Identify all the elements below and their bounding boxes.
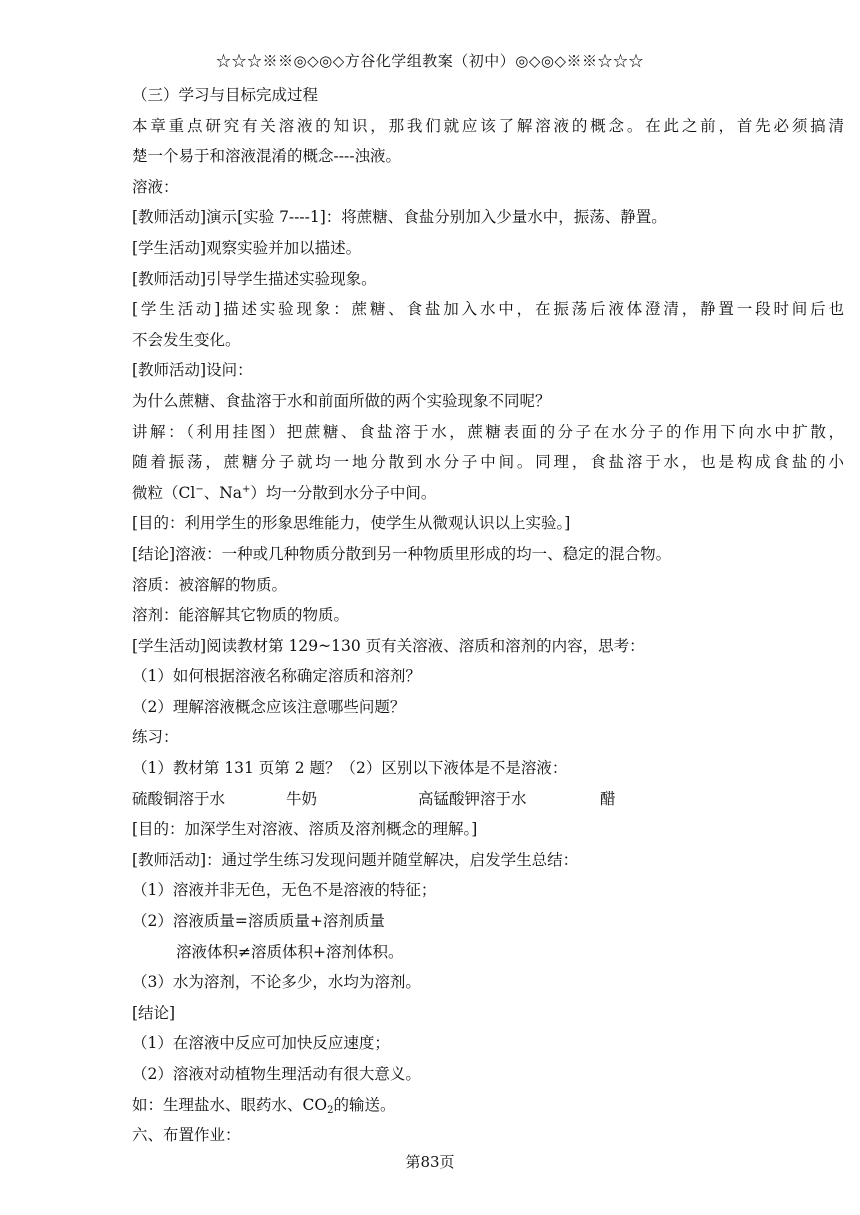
paragraph-line: [目的：加深学生对溶液、溶质及溶剂概念的理解。] — [132, 820, 478, 839]
liquid-item: 醋 — [600, 789, 616, 808]
paragraph-line: [学生活动]描述实验现象：蔗糖、食盐加入水中，在振荡后液体澄清，静置一段时间后也 — [132, 300, 844, 319]
paragraph-line: 随着振荡，蔗糖分子就均一地分散到水分子中间。同理，食盐溶于水，也是构成食盐的小 — [132, 453, 844, 472]
paragraph-line: 溶质：被溶解的物质。 — [132, 575, 288, 594]
document-body — [132, 80, 844, 1151]
liquid-item: 硫酸铜溶于水 — [132, 789, 226, 808]
liquid-item: 牛奶 — [286, 789, 318, 808]
text-run: ）均一分散到水分子中间。 — [250, 483, 437, 502]
list-item: （2）溶液对动植物生理活动有很大意义。 — [132, 1065, 421, 1083]
superscript: − — [195, 483, 204, 495]
text-run: 、Na — [203, 483, 243, 502]
subscript: 2 — [327, 1104, 334, 1116]
topic-label: 溶液： — [132, 177, 179, 196]
paragraph-line: （1）教材第 131 页第 2 题？（2）区别以下液体是不是溶液： — [132, 759, 568, 778]
paragraph-line: [教师活动]引导学生描述实验现象。 — [132, 269, 377, 288]
list-item-continuation: 溶液体积≠溶质体积+溶剂体积。 — [176, 942, 404, 961]
text-run: 如：生理盐水、眼药水、CO — [132, 1095, 328, 1114]
list-item: （2）溶液质量=溶质质量+溶剂质量 — [132, 912, 385, 931]
list-item: （1）溶液并非无色，无色不是溶液的特征； — [132, 881, 437, 900]
paragraph-line: [学生活动]观察实验并加以描述。 — [132, 238, 362, 257]
paragraph-line: 讲解：（利用挂图）把蔗糖、食盐溶于水，蔗糖表面的分子在水分子的作用下向水中扩散， — [132, 422, 844, 441]
list-item: （3）水为溶剂，不论多少，水均为溶剂。 — [132, 973, 421, 992]
section-heading: （三）学习与目标完成过程 — [132, 86, 319, 104]
paragraph-line: 溶剂：能溶解其它物质的物质。 — [132, 606, 350, 625]
paragraph-line: [学生活动]阅读教材第 129~130 页有关溶液、溶质和溶剂的内容，思考： — [132, 636, 645, 655]
topic-label: 练习： — [132, 728, 179, 747]
paragraph-line: [教师活动]：通过学生练习发现问题并随堂解决，启发学生总结： — [132, 850, 579, 869]
text-run: 微粒（Cl — [132, 483, 196, 502]
paragraph-line: 本章重点研究有关溶液的知识，那我们就应该了解溶液的概念。在此之前，首先必须搞清 — [132, 116, 844, 135]
page-header: ☆☆☆※※◎◇◎◇方谷化学组教案（初中）◎◇◎◇※※☆☆☆ — [216, 52, 644, 70]
paragraph-line — [132, 478, 844, 509]
liquid-item: 高锰酸钾溶于水 — [418, 789, 527, 808]
paragraph-line: [教师活动]设问： — [132, 361, 253, 380]
paragraph-line — [132, 1090, 844, 1121]
list-item: （1）如何根据溶液名称确定溶质和溶剂？ — [132, 667, 421, 686]
list-item: （2）理解溶液概念应该注意哪些问题？ — [132, 697, 406, 716]
list-item: （1）在溶液中反应可加快反应速度； — [132, 1034, 390, 1053]
paragraph-line: [目的：利用学生的形象思维能力，使学生从微观认识以上实验。] — [132, 514, 571, 533]
superscript: + — [242, 483, 251, 495]
paragraph-line: 不会发生变化。 — [132, 330, 241, 349]
liquid-list — [132, 784, 844, 815]
paragraph-line: [教师活动]演示[实验 7----1]：将蔗糖、食盐分别加入少量水中，振荡、静置。 — [132, 208, 667, 227]
section-heading: 六、布置作业： — [132, 1126, 241, 1145]
text-run: 的输送。 — [333, 1095, 396, 1114]
page-number: 第83页 — [405, 1153, 455, 1171]
paragraph-line: [结论]溶液：一种或几种物质分散到另一种物质里形成的均一、稳定的混合物。 — [132, 544, 672, 563]
topic-label: [结论] — [132, 1003, 176, 1022]
paragraph-line: 楚一个易于和溶液混淆的概念----浊液。 — [132, 147, 401, 166]
paragraph-line: 为什么蔗糖、食盐溶于水和前面所做的两个实验现象不同呢？ — [132, 391, 551, 410]
